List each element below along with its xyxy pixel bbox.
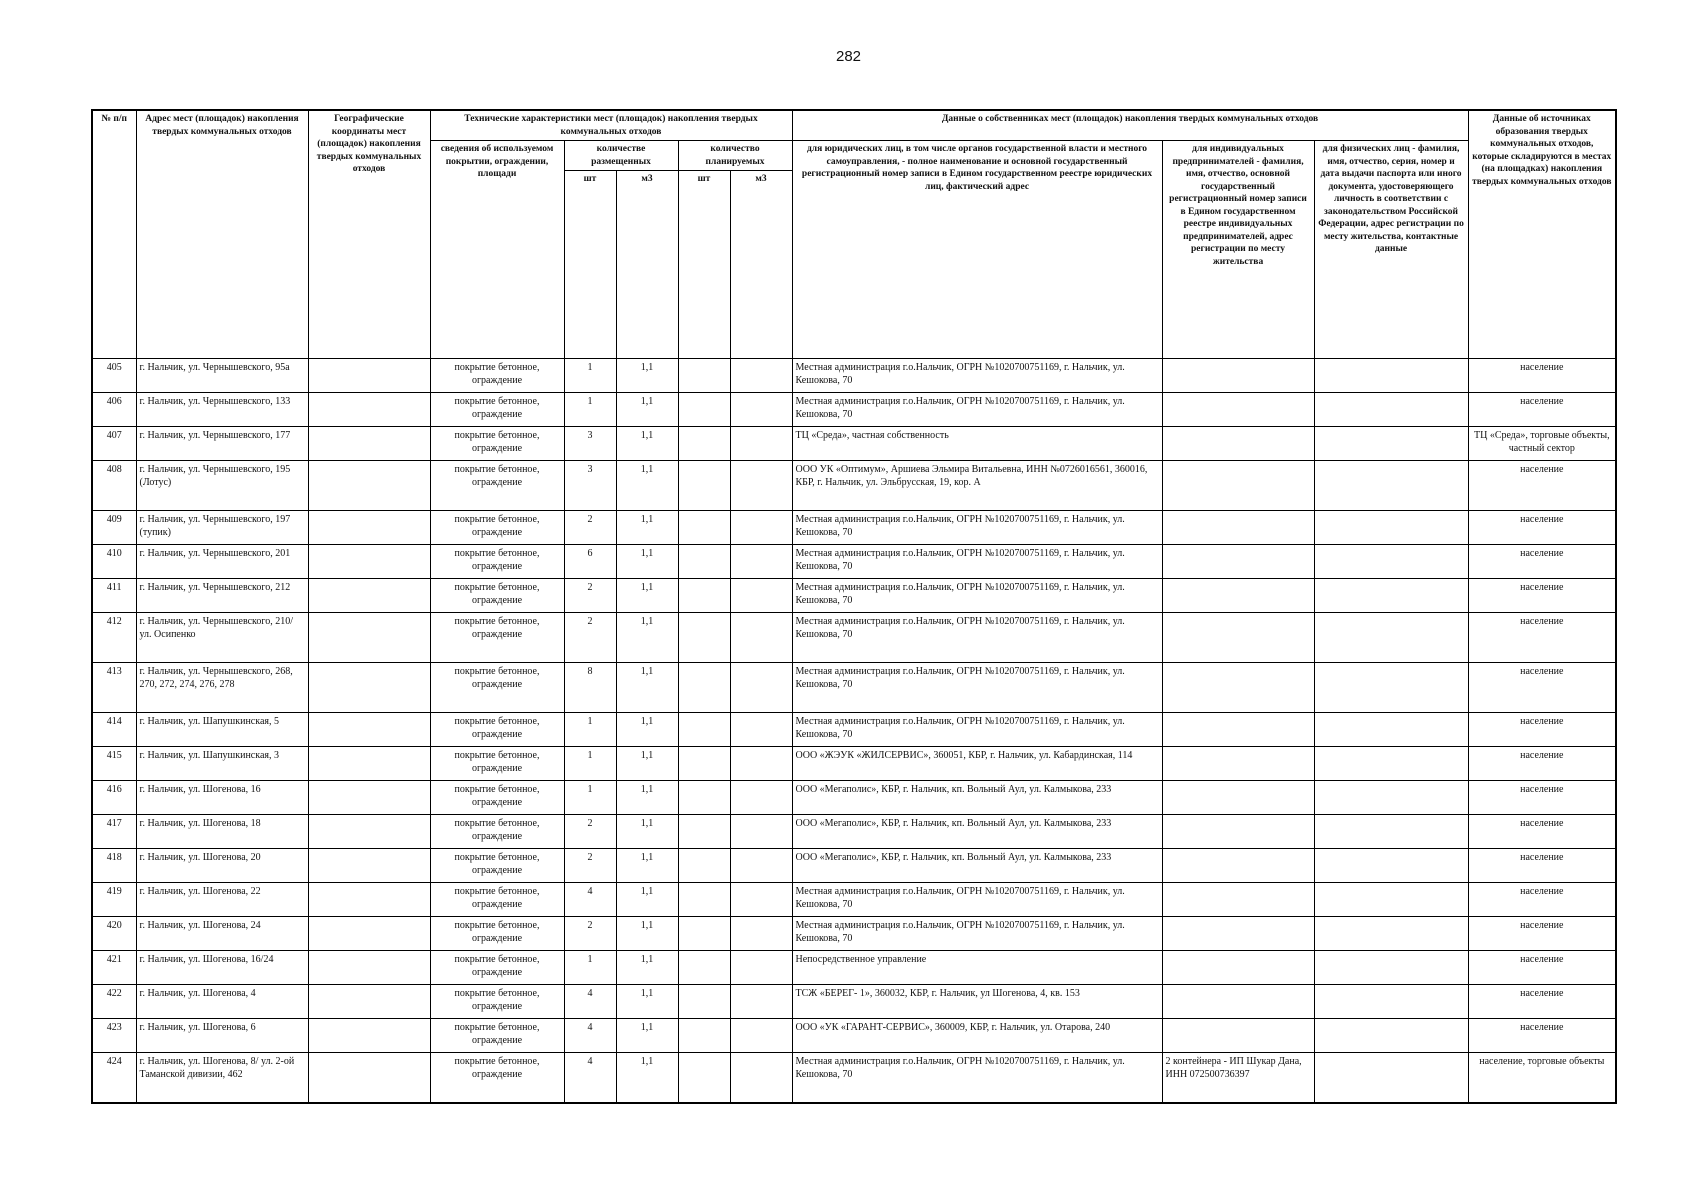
cell-planned-m3 <box>730 747 792 781</box>
cell-physical <box>1314 713 1468 747</box>
cell-num: 424 <box>92 1053 136 1104</box>
cell-num: 409 <box>92 511 136 545</box>
cell-placed-m3: 1,1 <box>616 545 678 579</box>
cell-physical <box>1314 613 1468 663</box>
cell-geo <box>308 613 430 663</box>
cell-planned-sht <box>678 747 730 781</box>
cell-placed-m3: 1,1 <box>616 427 678 461</box>
cell-cover: покрытие бетонное, ограждение <box>430 883 564 917</box>
header-physical: для физических лиц - фамилия, имя, отчество, серия, номер и дата выдачи паспорта или иного документа, удостоверяющего личность в соответствии с законодательством Российской Федерации, адрес регистрации по месту жительства, контактные данные <box>1314 141 1468 359</box>
header-individual: для индивидуальных предпринимателей - фамилия, имя, отчество, основной государственный регистрационный номер записи в Едином государственном реестре индивидуальных предпринимателей, адрес регистрации по месту жительства <box>1162 141 1314 359</box>
cell-geo <box>308 427 430 461</box>
cell-num: 418 <box>92 849 136 883</box>
cell-source: население <box>1468 461 1616 511</box>
cell-source: население <box>1468 359 1616 393</box>
cell-planned-m3 <box>730 985 792 1019</box>
cell-address: г. Нальчик, ул. Чернышевского, 95а <box>136 359 308 393</box>
cell-planned-sht <box>678 545 730 579</box>
cell-legal: Местная администрация г.о.Нальчик, ОГРН №1020700751169, г. Нальчик, ул. Кешокова, 70 <box>792 883 1162 917</box>
cell-placed-m3: 1,1 <box>616 747 678 781</box>
cell-placed-m3: 1,1 <box>616 1019 678 1053</box>
cell-address: г. Нальчик, ул. Шогенова, 8/ ул. 2-ой Таманской дивизии, 462 <box>136 1053 308 1104</box>
cell-planned-sht <box>678 1019 730 1053</box>
cell-cover: покрытие бетонное, ограждение <box>430 511 564 545</box>
cell-legal: Местная администрация г.о.Нальчик, ОГРН №1020700751169, г. Нальчик, ул. Кешокова, 70 <box>792 1053 1162 1104</box>
cell-placed-sht: 2 <box>564 849 616 883</box>
header-owners: Данные о собственниках мест (площадок) накопления твердых коммунальных отходов <box>792 110 1468 141</box>
cell-physical <box>1314 1053 1468 1104</box>
cell-planned-sht <box>678 781 730 815</box>
cell-individual <box>1162 985 1314 1019</box>
table-row <box>92 393 1616 427</box>
cell-legal: ООО «УК «ГАРАНТ-СЕРВИС», 360009, КБР, г. Нальчик, ул. Отарова, 240 <box>792 1019 1162 1053</box>
cell-num: 406 <box>92 393 136 427</box>
cell-geo <box>308 985 430 1019</box>
cell-legal: Местная администрация г.о.Нальчик, ОГРН №1020700751169, г. Нальчик, ул. Кешокова, 70 <box>792 359 1162 393</box>
cell-planned-m3 <box>730 1019 792 1053</box>
cell-individual <box>1162 545 1314 579</box>
header-planned-m3: м3 <box>730 171 792 359</box>
cell-source: население <box>1468 951 1616 985</box>
header-cover: сведения об используемом покрытии, ограждении, площади <box>430 141 564 359</box>
cell-source: население <box>1468 747 1616 781</box>
cell-placed-m3: 1,1 <box>616 511 678 545</box>
cell-planned-sht <box>678 849 730 883</box>
cell-planned-m3 <box>730 393 792 427</box>
cell-address: г. Нальчик, ул. Чернышевского, 177 <box>136 427 308 461</box>
cell-placed-sht: 4 <box>564 883 616 917</box>
cell-planned-m3 <box>730 917 792 951</box>
cell-placed-m3: 1,1 <box>616 663 678 713</box>
cell-individual <box>1162 815 1314 849</box>
cell-num: 417 <box>92 815 136 849</box>
cell-planned-sht <box>678 1053 730 1104</box>
cell-placed-m3: 1,1 <box>616 579 678 613</box>
cell-physical <box>1314 747 1468 781</box>
cell-legal: ООО УК «Оптимум», Аршиева Эльмира Витальевна, ИНН №0726016561, 360016, КБР, г. Нальчик, ул. Эльбрусская, 19, кор. А <box>792 461 1162 511</box>
cell-num: 405 <box>92 359 136 393</box>
cell-individual <box>1162 849 1314 883</box>
cell-planned-m3 <box>730 781 792 815</box>
cell-placed-m3: 1,1 <box>616 613 678 663</box>
cell-cover: покрытие бетонное, ограждение <box>430 427 564 461</box>
cell-address: г. Нальчик, ул. Шапушкинская, 5 <box>136 713 308 747</box>
cell-planned-sht <box>678 883 730 917</box>
header-num: № п/п <box>92 110 136 359</box>
cell-num: 407 <box>92 427 136 461</box>
cell-planned-m3 <box>730 511 792 545</box>
cell-address: г. Нальчик, ул. Чернышевского, 210/ул. Осипенко <box>136 613 308 663</box>
cell-placed-sht: 2 <box>564 815 616 849</box>
cell-source: население <box>1468 883 1616 917</box>
table-row <box>92 713 1616 747</box>
cell-individual <box>1162 663 1314 713</box>
cell-placed-m3: 1,1 <box>616 815 678 849</box>
cell-physical <box>1314 427 1468 461</box>
cell-geo <box>308 1053 430 1104</box>
cell-individual <box>1162 613 1314 663</box>
cell-placed-sht: 2 <box>564 917 616 951</box>
cell-legal: ООО «Мегаполис», КБР, г. Нальчик, кп. Вольный Аул, ул. Калмыкова, 233 <box>792 815 1162 849</box>
cell-individual <box>1162 461 1314 511</box>
cell-planned-m3 <box>730 663 792 713</box>
cell-address: г. Нальчик, ул. Шогенова, 22 <box>136 883 308 917</box>
cell-individual <box>1162 579 1314 613</box>
cell-address: г. Нальчик, ул. Чернышевского, 197 (тупик) <box>136 511 308 545</box>
cell-planned-sht <box>678 427 730 461</box>
header-placed-m3: м3 <box>616 171 678 359</box>
cell-address: г. Нальчик, ул. Шогенова, 20 <box>136 849 308 883</box>
cell-address: г. Нальчик, ул. Чернышевского, 201 <box>136 545 308 579</box>
cell-geo <box>308 579 430 613</box>
header-qty-planned: количество планируемых <box>678 141 792 171</box>
cell-planned-sht <box>678 951 730 985</box>
table-row <box>92 359 1616 393</box>
cell-placed-sht: 1 <box>564 951 616 985</box>
cell-geo <box>308 781 430 815</box>
cell-placed-sht: 1 <box>564 747 616 781</box>
table-body <box>92 359 1616 1104</box>
cell-individual <box>1162 427 1314 461</box>
table-row <box>92 815 1616 849</box>
table-row <box>92 951 1616 985</box>
cell-cover: покрытие бетонное, ограждение <box>430 545 564 579</box>
cell-num: 414 <box>92 713 136 747</box>
register-table <box>91 109 1617 1104</box>
cell-placed-m3: 1,1 <box>616 1053 678 1104</box>
cell-placed-sht: 2 <box>564 579 616 613</box>
cell-geo <box>308 1019 430 1053</box>
cell-individual <box>1162 393 1314 427</box>
cell-source: население <box>1468 985 1616 1019</box>
cell-legal: ООО «Мегаполис», КБР, г. Нальчик, кп. Вольный Аул, ул. Калмыкова, 233 <box>792 781 1162 815</box>
cell-legal: ООО «Мегаполис», КБР, г. Нальчик, кп. Вольный Аул, ул. Калмыкова, 233 <box>792 849 1162 883</box>
cell-address: г. Нальчик, ул. Шогенова, 24 <box>136 917 308 951</box>
cell-individual: 2 контейнера - ИП Шукар Дана, ИНН 072500736397 <box>1162 1053 1314 1104</box>
cell-source: население <box>1468 613 1616 663</box>
cell-planned-sht <box>678 985 730 1019</box>
cell-planned-m3 <box>730 461 792 511</box>
cell-num: 412 <box>92 613 136 663</box>
table-row <box>92 1053 1616 1104</box>
cell-geo <box>308 747 430 781</box>
cell-physical <box>1314 359 1468 393</box>
page-number: 282 <box>835 48 862 65</box>
table-row <box>92 663 1616 713</box>
cell-physical <box>1314 511 1468 545</box>
cell-source: население <box>1468 815 1616 849</box>
cell-address: г. Нальчик, ул. Шогенова, 18 <box>136 815 308 849</box>
cell-address: г. Нальчик, ул. Шогенова, 6 <box>136 1019 308 1053</box>
cell-cover: покрытие бетонное, ограждение <box>430 613 564 663</box>
cell-source: население <box>1468 663 1616 713</box>
cell-planned-sht <box>678 613 730 663</box>
cell-legal: Местная администрация г.о.Нальчик, ОГРН №1020700751169, г. Нальчик, ул. Кешокова, 70 <box>792 663 1162 713</box>
cell-physical <box>1314 883 1468 917</box>
cell-legal: Местная администрация г.о.Нальчик, ОГРН №1020700751169, г. Нальчик, ул. Кешокова, 70 <box>792 579 1162 613</box>
cell-source: население, торговые объекты <box>1468 1053 1616 1104</box>
cell-individual <box>1162 883 1314 917</box>
cell-geo <box>308 917 430 951</box>
cell-planned-sht <box>678 461 730 511</box>
cell-legal: Местная администрация г.о.Нальчик, ОГРН №1020700751169, г. Нальчик, ул. Кешокова, 70 <box>792 613 1162 663</box>
cell-geo <box>308 663 430 713</box>
header-qty-placed: количестве размещенных <box>564 141 678 171</box>
cell-physical <box>1314 393 1468 427</box>
table-row <box>92 461 1616 511</box>
cell-source: ТЦ «Среда», торговые объекты, частный сектор <box>1468 427 1616 461</box>
cell-cover: покрытие бетонное, ограждение <box>430 1019 564 1053</box>
cell-physical <box>1314 985 1468 1019</box>
cell-placed-sht: 4 <box>564 985 616 1019</box>
cell-planned-sht <box>678 579 730 613</box>
cell-address: г. Нальчик, ул. Шогенова, 4 <box>136 985 308 1019</box>
table-row <box>92 747 1616 781</box>
cell-cover: покрытие бетонное, ограждение <box>430 713 564 747</box>
cell-planned-m3 <box>730 849 792 883</box>
table-row <box>92 917 1616 951</box>
cell-geo <box>308 713 430 747</box>
cell-placed-sht: 1 <box>564 359 616 393</box>
cell-source: население <box>1468 1019 1616 1053</box>
cell-planned-m3 <box>730 1053 792 1104</box>
cell-legal: ТЦ «Среда», частная собственность <box>792 427 1162 461</box>
cell-individual <box>1162 951 1314 985</box>
cell-source: население <box>1468 511 1616 545</box>
cell-cover: покрытие бетонное, ограждение <box>430 849 564 883</box>
cell-physical <box>1314 781 1468 815</box>
cell-planned-sht <box>678 815 730 849</box>
cell-geo <box>308 461 430 511</box>
cell-num: 416 <box>92 781 136 815</box>
cell-planned-m3 <box>730 613 792 663</box>
cell-physical <box>1314 545 1468 579</box>
cell-planned-sht <box>678 393 730 427</box>
cell-cover: покрытие бетонное, ограждение <box>430 985 564 1019</box>
cell-planned-sht <box>678 713 730 747</box>
cell-planned-m3 <box>730 545 792 579</box>
cell-cover: покрытие бетонное, ограждение <box>430 747 564 781</box>
header-geo: Географические координаты мест (площадок) накопления твердых коммунальных отходов <box>308 110 430 359</box>
table-row <box>92 511 1616 545</box>
cell-legal: ООО «ЖЭУК «ЖИЛСЕРВИС», 360051, КБР, г. Нальчик, ул. Кабардинская, 114 <box>792 747 1162 781</box>
table-row <box>92 781 1616 815</box>
table-row <box>92 613 1616 663</box>
cell-num: 421 <box>92 951 136 985</box>
cell-cover: покрытие бетонное, ограждение <box>430 579 564 613</box>
cell-placed-m3: 1,1 <box>616 985 678 1019</box>
cell-num: 408 <box>92 461 136 511</box>
cell-individual <box>1162 747 1314 781</box>
cell-individual <box>1162 917 1314 951</box>
cell-cover: покрытие бетонное, ограждение <box>430 917 564 951</box>
cell-physical <box>1314 1019 1468 1053</box>
cell-source: население <box>1468 781 1616 815</box>
cell-placed-sht: 1 <box>564 781 616 815</box>
cell-placed-sht: 4 <box>564 1053 616 1104</box>
header-sources: Данные об источниках образования твердых коммунальных отходов, которые складируются в местах (на площадках) накопления твердых коммунальных отходов <box>1468 110 1616 359</box>
cell-address: г. Нальчик, ул. Шогенова, 16 <box>136 781 308 815</box>
cell-placed-sht: 1 <box>564 713 616 747</box>
cell-planned-m3 <box>730 815 792 849</box>
cell-legal: Местная администрация г.о.Нальчик, ОГРН №1020700751169, г. Нальчик, ул. Кешокова, 70 <box>792 393 1162 427</box>
cell-placed-m3: 1,1 <box>616 917 678 951</box>
cell-geo <box>308 951 430 985</box>
cell-placed-sht: 4 <box>564 1019 616 1053</box>
header-planned-sht: шт <box>678 171 730 359</box>
table-row <box>92 883 1616 917</box>
cell-physical <box>1314 663 1468 713</box>
table-row <box>92 579 1616 613</box>
cell-placed-sht: 3 <box>564 461 616 511</box>
cell-planned-m3 <box>730 951 792 985</box>
cell-placed-m3: 1,1 <box>616 951 678 985</box>
cell-physical <box>1314 951 1468 985</box>
cell-individual <box>1162 359 1314 393</box>
cell-source: население <box>1468 917 1616 951</box>
cell-num: 411 <box>92 579 136 613</box>
cell-placed-sht: 2 <box>564 511 616 545</box>
cell-placed-sht: 2 <box>564 613 616 663</box>
cell-geo <box>308 359 430 393</box>
cell-num: 410 <box>92 545 136 579</box>
cell-placed-m3: 1,1 <box>616 461 678 511</box>
cell-geo <box>308 511 430 545</box>
cell-num: 419 <box>92 883 136 917</box>
cell-planned-m3 <box>730 359 792 393</box>
cell-planned-sht <box>678 359 730 393</box>
cell-placed-m3: 1,1 <box>616 849 678 883</box>
table-row <box>92 849 1616 883</box>
cell-num: 413 <box>92 663 136 713</box>
cell-planned-m3 <box>730 713 792 747</box>
cell-num: 423 <box>92 1019 136 1053</box>
cell-placed-sht: 6 <box>564 545 616 579</box>
header-legal: для юридических лиц, в том числе органов государственной власти и местного самоуправления, - полное наименование и основной государственный регистрационный номер записи в Едином государственном реестре юридических лиц, фактический адрес <box>792 141 1162 359</box>
cell-placed-m3: 1,1 <box>616 713 678 747</box>
cell-planned-sht <box>678 663 730 713</box>
cell-placed-sht: 1 <box>564 393 616 427</box>
header-address: Адрес мест (площадок) накопления твердых коммунальных отходов <box>136 110 308 359</box>
cell-num: 420 <box>92 917 136 951</box>
table-row <box>92 545 1616 579</box>
cell-source: население <box>1468 393 1616 427</box>
cell-physical <box>1314 815 1468 849</box>
cell-individual <box>1162 1019 1314 1053</box>
cell-source: население <box>1468 579 1616 613</box>
cell-physical <box>1314 461 1468 511</box>
table-row <box>92 1019 1616 1053</box>
cell-individual <box>1162 781 1314 815</box>
table-row <box>92 985 1616 1019</box>
cell-legal: ТСЖ «БЕРЕГ- 1», 360032, КБР, г. Нальчик, ул Шогенова, 4, кв. 153 <box>792 985 1162 1019</box>
cell-legal: Непосредственное управление <box>792 951 1162 985</box>
cell-placed-m3: 1,1 <box>616 393 678 427</box>
cell-individual <box>1162 713 1314 747</box>
header-placed-sht: шт <box>564 171 616 359</box>
cell-legal: Местная администрация г.о.Нальчик, ОГРН №1020700751169, г. Нальчик, ул. Кешокова, 70 <box>792 511 1162 545</box>
cell-cover: покрытие бетонное, ограждение <box>430 951 564 985</box>
cell-physical <box>1314 579 1468 613</box>
cell-cover: покрытие бетонное, ограждение <box>430 815 564 849</box>
cell-placed-sht: 3 <box>564 427 616 461</box>
cell-num: 422 <box>92 985 136 1019</box>
cell-cover: покрытие бетонное, ограждение <box>430 393 564 427</box>
cell-cover: покрытие бетонное, ограждение <box>430 781 564 815</box>
cell-address: г. Нальчик, ул. Шапушкинская, 3 <box>136 747 308 781</box>
cell-legal: Местная администрация г.о.Нальчик, ОГРН №1020700751169, г. Нальчик, ул. Кешокова, 70 <box>792 713 1162 747</box>
cell-planned-m3 <box>730 579 792 613</box>
cell-placed-m3: 1,1 <box>616 781 678 815</box>
cell-address: г. Нальчик, ул. Чернышевского, 268, 270, 272, 274, 276, 278 <box>136 663 308 713</box>
cell-planned-sht <box>678 511 730 545</box>
cell-source: население <box>1468 545 1616 579</box>
cell-legal: Местная администрация г.о.Нальчик, ОГРН №1020700751169, г. Нальчик, ул. Кешокова, 70 <box>792 917 1162 951</box>
cell-cover: покрытие бетонное, ограждение <box>430 461 564 511</box>
cell-planned-sht <box>678 917 730 951</box>
cell-individual <box>1162 511 1314 545</box>
cell-physical <box>1314 917 1468 951</box>
cell-placed-sht: 8 <box>564 663 616 713</box>
cell-planned-m3 <box>730 427 792 461</box>
cell-address: г. Нальчик, ул. Шогенова, 16/24 <box>136 951 308 985</box>
cell-placed-m3: 1,1 <box>616 359 678 393</box>
cell-num: 415 <box>92 747 136 781</box>
cell-cover: покрытие бетонное, ограждение <box>430 663 564 713</box>
cell-cover: покрытие бетонное, ограждение <box>430 1053 564 1104</box>
cell-address: г. Нальчик, ул. Чернышевского, 133 <box>136 393 308 427</box>
cell-address: г. Нальчик, ул. Чернышевского, 212 <box>136 579 308 613</box>
cell-geo <box>308 883 430 917</box>
cell-geo <box>308 849 430 883</box>
cell-source: население <box>1468 849 1616 883</box>
header-tech: Технические характеристики мест (площадок) накопления твердых коммунальных отходов <box>430 110 792 141</box>
cell-geo <box>308 815 430 849</box>
cell-placed-m3: 1,1 <box>616 883 678 917</box>
cell-planned-m3 <box>730 883 792 917</box>
cell-geo <box>308 545 430 579</box>
cell-source: население <box>1468 713 1616 747</box>
cell-legal: Местная администрация г.о.Нальчик, ОГРН №1020700751169, г. Нальчик, ул. Кешокова, 70 <box>792 545 1162 579</box>
cell-address: г. Нальчик, ул. Чернышевского, 195 (Лотус) <box>136 461 308 511</box>
cell-geo <box>308 393 430 427</box>
cell-cover: покрытие бетонное, ограждение <box>430 359 564 393</box>
table-row <box>92 427 1616 461</box>
cell-physical <box>1314 849 1468 883</box>
